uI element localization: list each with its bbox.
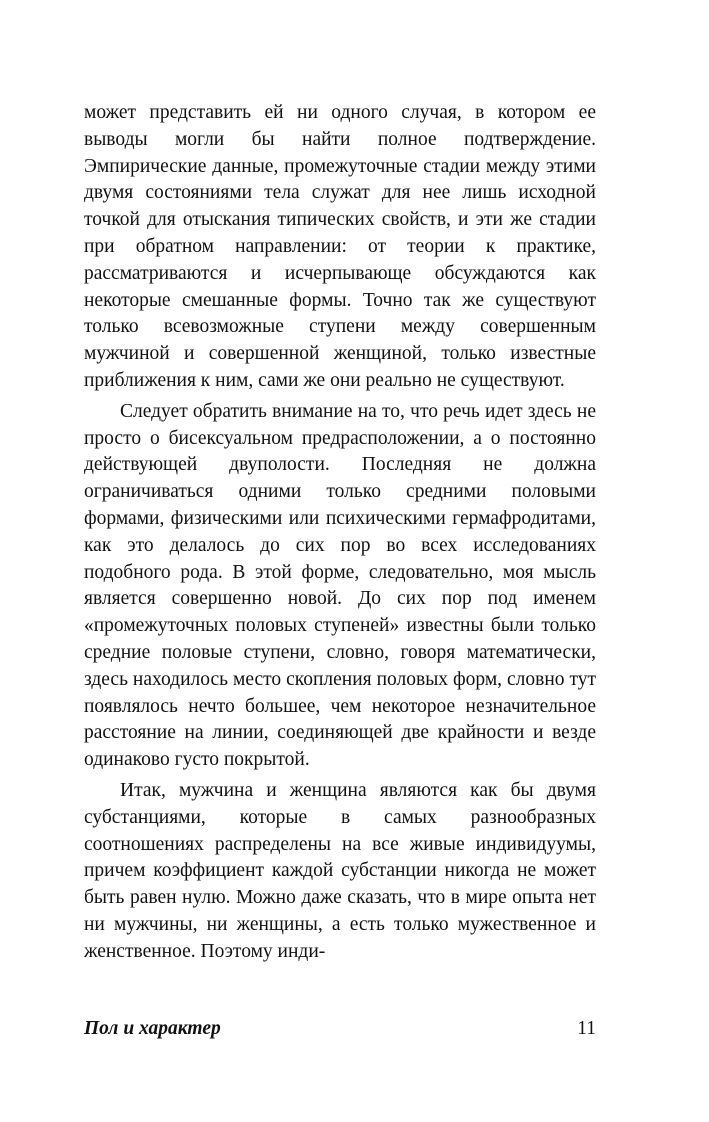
page-body bbox=[84, 100, 596, 966]
page-number: 11 bbox=[577, 1018, 596, 1039]
paragraph-2: Следует обратить внимание на то, что речь идет здесь не просто о бисексуальном предрасположении, а о постоянно действующей двуполости. Последняя не должна ограничиваться одними только средними половыми формами, физическими или психическими гермафродитами, как это делалось до сих пор во всех исследованиях подобного рода. В этой форме, следовательно, моя мысль является совершенно новой. До сих пор под именем «промежуточных половых ступеней» известны были только средние половые ступени, словно, говоря математически, здесь находилось место скопления половых форм, словно тут появлялось нечто большее, чем некоторое незначительное расстояние на линии, соединяющей две крайности и везде одинаково густо покрытой. bbox=[84, 400, 596, 771]
paragraph-1: может представить ей ни одного случая, в котором ее выводы могли бы найти полное подтверждение. Эмпирические данные, промежуточные стадии между этими двумя состояниями тела служат для нее лишь исходной точкой для отыскания типических свойств, и эти же стадии при обратном направлении: от теории к практике, рассматриваются и исчерпывающе обсуждаются как некоторые смешанные формы. Точно так же существуют только всевозможные ступени между совершенным мужчиной и совершенной женщиной, только известные приближения к ним, сами же они реально не существуют. bbox=[84, 102, 596, 391]
paragraph-3: Итак, мужчина и женщина являются как бы двумя субстанциями, которые в самых разнообразных соотношениях распределены на все живые индивидуумы, причем коэффициент каждой субстанции никогда не может быть равен нулю. Можно даже сказать, что в мире опыта нет ни мужчины, ни женщины, а есть только мужественное и женственное. Поэтому инди- bbox=[84, 779, 596, 962]
running-title: Пол и характер bbox=[84, 1018, 221, 1039]
